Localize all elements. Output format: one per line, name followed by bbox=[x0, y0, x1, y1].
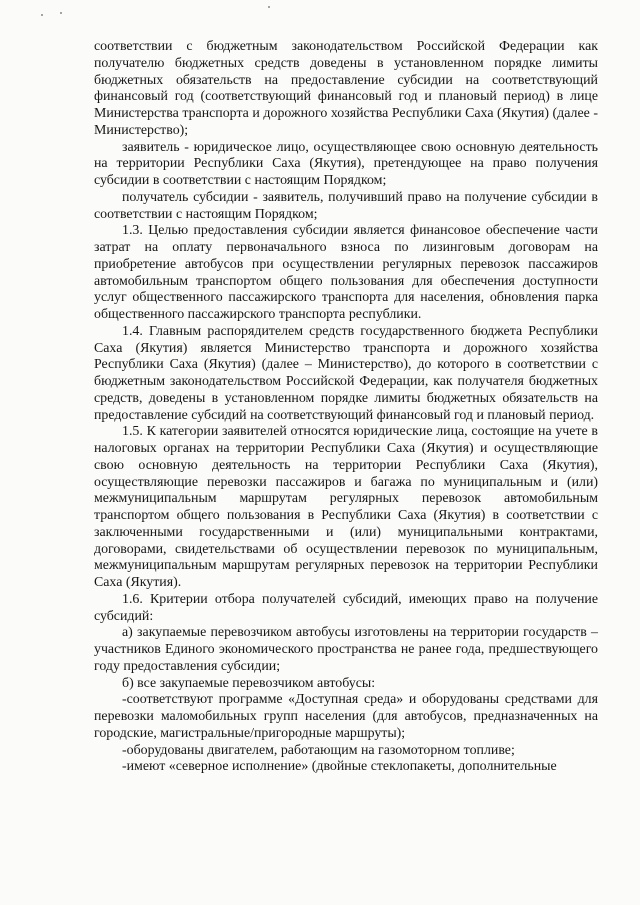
document-body bbox=[94, 39, 598, 776]
scan-speck bbox=[60, 12, 62, 14]
paragraph-recipient-definition: получатель субсидии - заявитель, получивший право на получение субсидии в соответствии с настоящим Порядком; bbox=[94, 189, 598, 222]
paragraph-1-4: 1.4. Главным распорядителем средств государственного бюджета Республики Саха (Якутия) является Министерство транспорта и дорожного хозяйства Республики Саха (Якутия) (далее – Министерство), до которого в соответствии с бюджетным законодательством Российской Федерации, как получателя бюджетных средств, доведены в установленном порядке лимиты бюджетных обязательств на предоставление субсидий на соответствующий финансовый год и плановый период. bbox=[94, 323, 598, 423]
paragraph-1-6: 1.6. Критерии отбора получателей субсидий, имеющих право на получение субсидий: bbox=[94, 591, 598, 624]
criterion-b-accessible: -соответствуют программе «Доступная среда» и оборудованы средствами для перевозки маломобильных групп населения (для автобусов, предназначенных на городские, магистральные/пригородные маршруты); bbox=[94, 692, 598, 741]
scan-speck bbox=[41, 14, 43, 16]
criterion-b: б) все закупаемые перевозчиком автобусы: bbox=[122, 675, 376, 691]
criterion-a: а) закупаемые перевозчиком автобусы изготовлены на территории государств – участников Единого экономического пространства не ранее года, предшествующего году предоставления субсидии; bbox=[94, 625, 598, 674]
criterion-b-northern: -имеют «северное исполнение» (двойные стеклопакеты, дополнительные bbox=[122, 759, 557, 775]
paragraph-1-3: 1.3. Целью предоставления субсидии является финансовое обеспечение части затрат на оплату первоначального взноса по лизинговым договорам на приобретение автобусов при осуществлении регулярных перевозок пассажиров автомобильным транспортом общего пользования для обеспечения доступности услуг общественного пассажирского транспорта для населения, обновления парка общественного пассажирского транспорта республики. bbox=[94, 223, 598, 322]
paragraph-1-5: 1.5. К категории заявителей относятся юридические лица, состоящие на учете в налоговых органах на территории Республики Саха (Якутия) и осуществляющие свою основную деятельность на территории Республики Саха (Якутия), осуществляющие перевозки пассажиров и багажа по муниципальным и (или) межмуниципальным маршрутам регулярных перевозок автомобильным транспортом общего пользования в Республики Саха (Якутия) в соответствии с заключенными государственными и (или) муниципальными контрактами, договорами, свидетельствами об осуществлении перевозок по муниципальным, межмуниципальным маршрутам регулярных перевозок на территории Республики Саха (Якутия). bbox=[94, 424, 598, 590]
paragraph-definition-continued: соответствии с бюджетным законодательством Российской Федерации как получателю бюджетных средств доведены в установленном порядке лимиты бюджетных обязательств на предоставление субсидии на соответствующий финансовый год (соответствующий финансовый год и плановый период) в лице Министерства транспорта и дорожного хозяйства Республики Саха (Якутия) (далее - Министерство); bbox=[94, 39, 598, 138]
paragraph-applicant-definition: заявитель - юридическое лицо, осуществляющее свою основную деятельность на территории Республики Саха (Якутия), претендующее на право получения субсидии в соответствии с настоящим Порядком; bbox=[94, 139, 598, 188]
scan-speck bbox=[268, 6, 270, 8]
criterion-b-gas-engine: -оборудованы двигателем, работающим на газомоторном топливе; bbox=[122, 742, 515, 758]
